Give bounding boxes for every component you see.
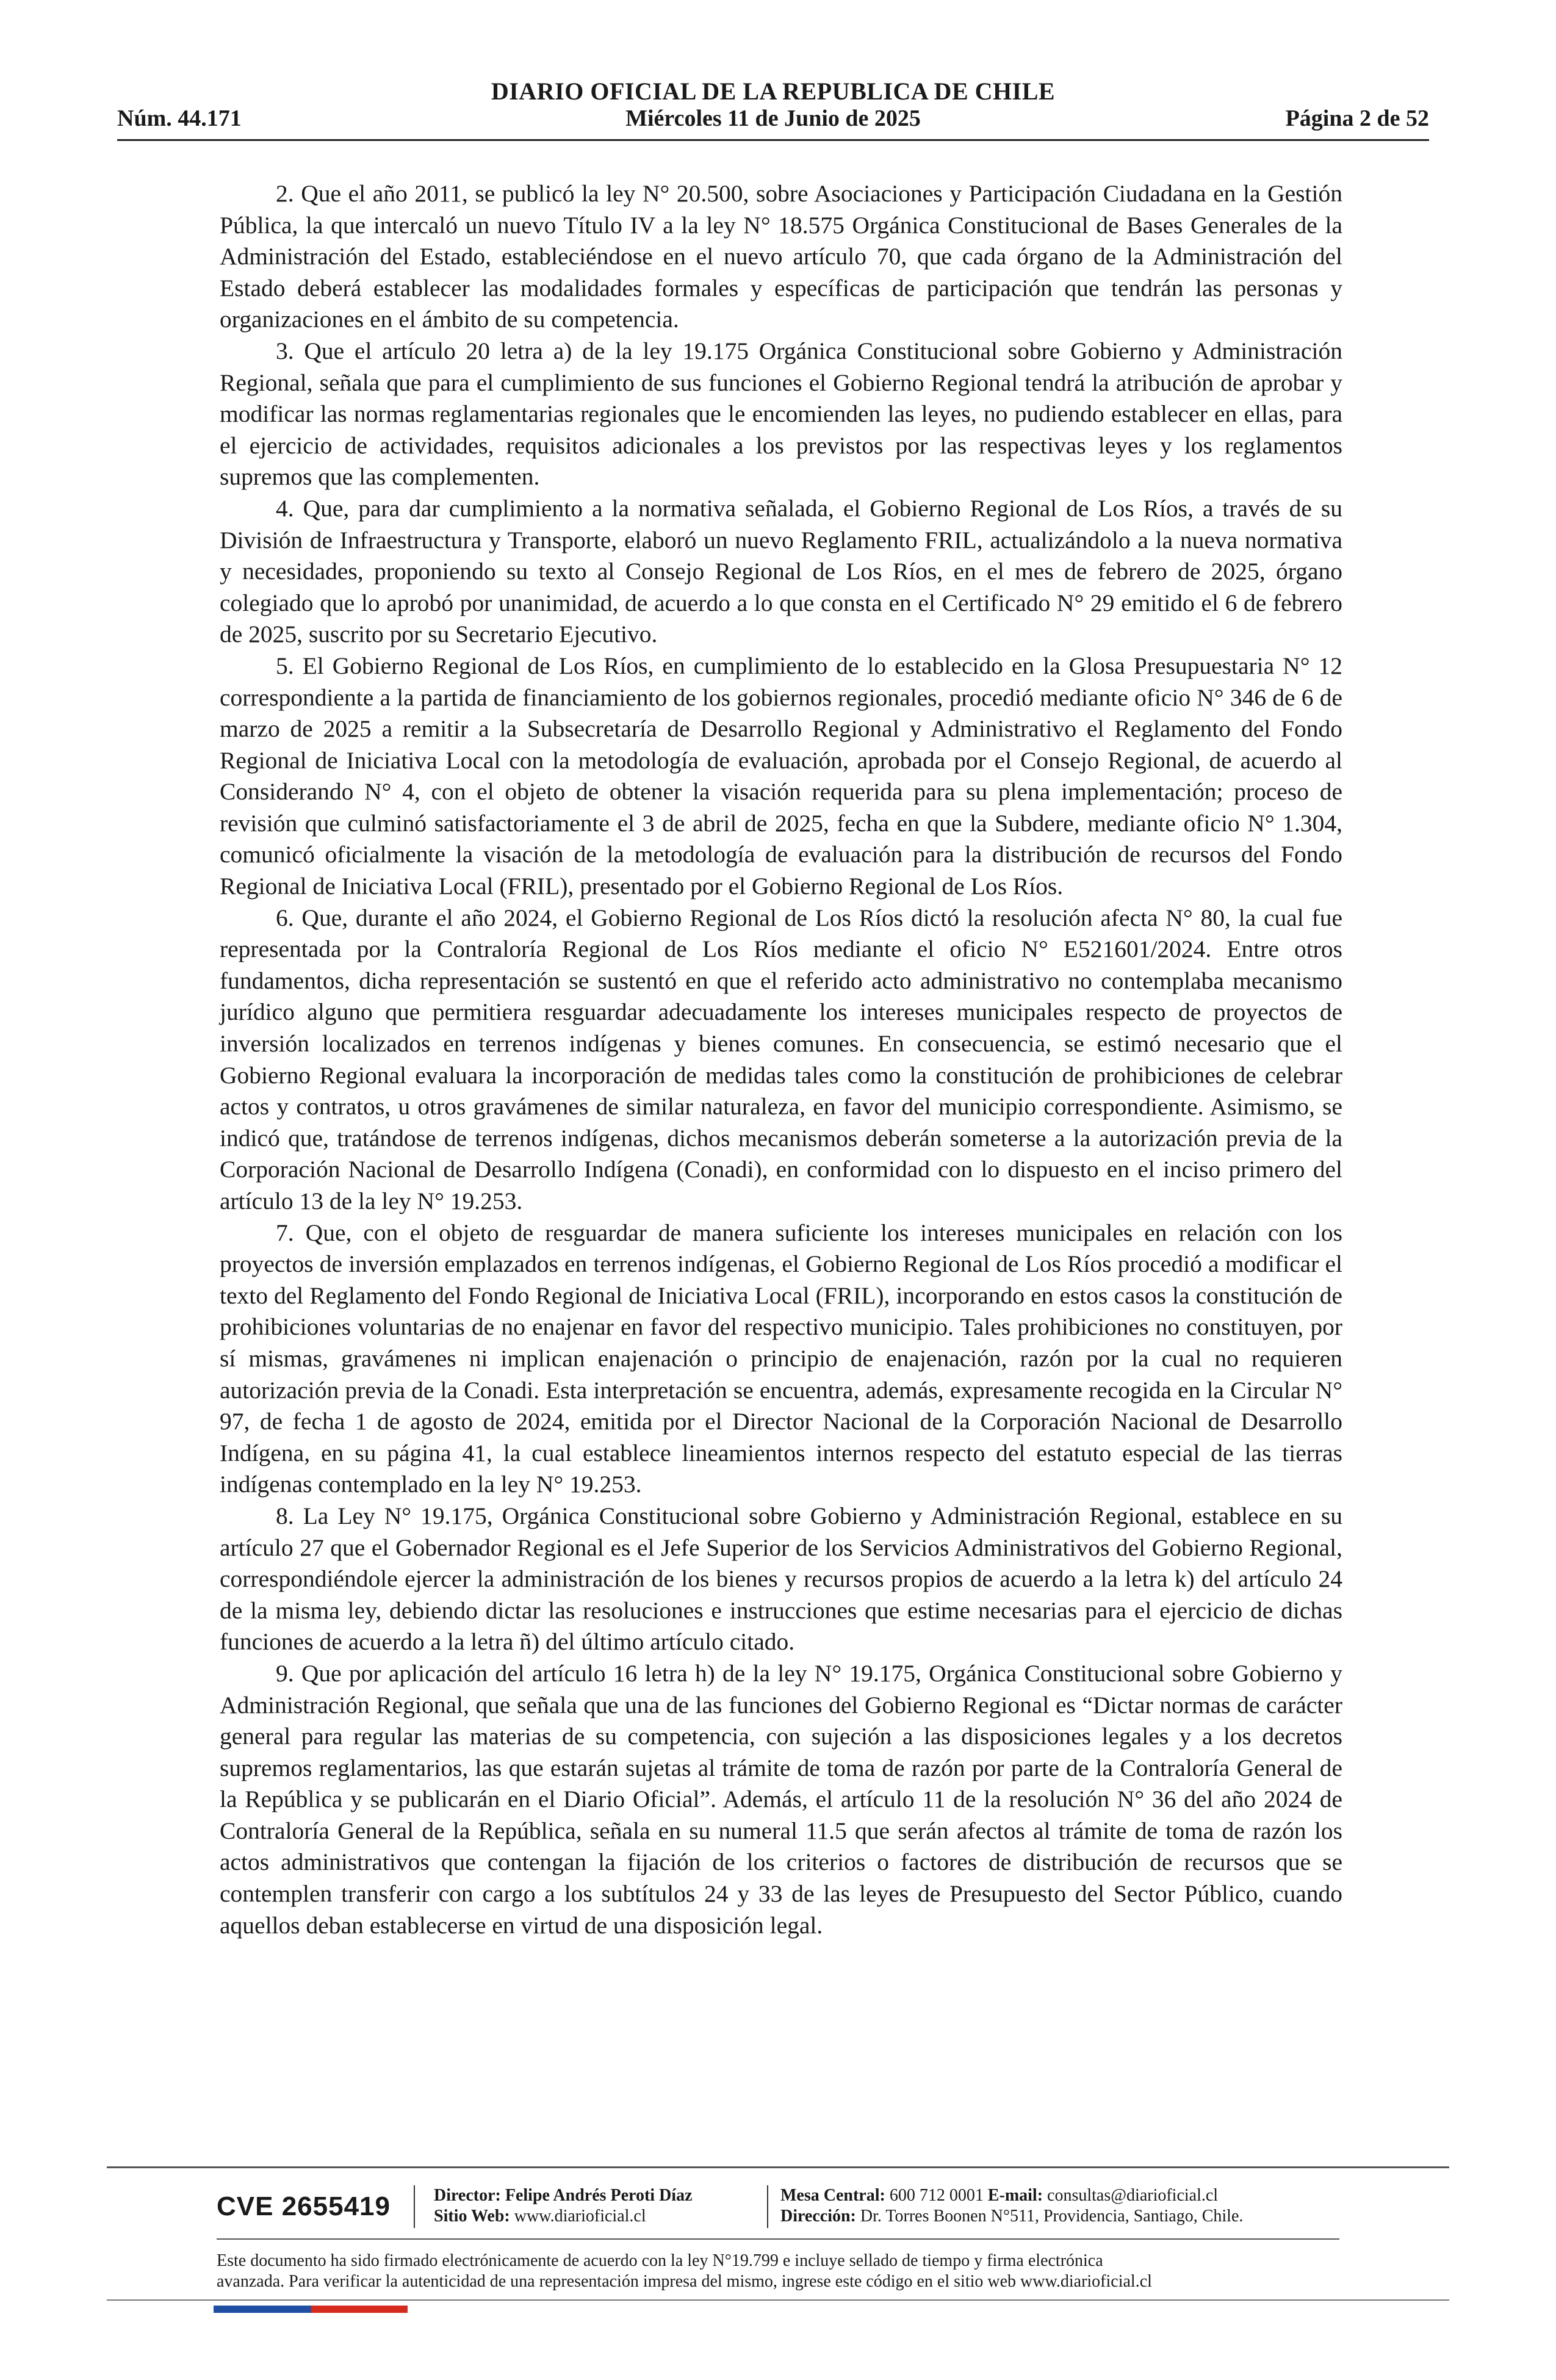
phone-number: 600 712 0001 xyxy=(889,2186,984,2205)
paragraph: 7. Que, con el objeto de resguardar de manera suficiente los intereses municipales en relación con los proyectos de inversión emplazados en terrenos indígenas, el Gobierno Regional de Los Ríos procedió a modificar el texto del Reglamento del Fondo Regional de Iniciativa Local (FRIL), incorporando en estos casos la constitución de prohibiciones voluntarias de no enajenar en favor del respectivo municipio. Tales prohibiciones no constituyen, por sí mismas, gravámenes ni implican enajenación o principio de enajenación, razón por la cual no requieren autorización previa de la Conadi. Esta interpretación se encuentra, además, expresamente recogida en la Circular N° 97, de fecha 1 de agosto de 2024, emitida por el Director Nacional de la Corporación Nacional de Desarrollo Indígena, en su página 41, la cual establece lineamientos internos respecto del estatuto especial de las tierras indígenas contemplado en la ley N° 19.253. xyxy=(220,1219,1342,1498)
issue-date: Miércoles 11 de Junio de 2025 xyxy=(625,106,921,131)
footer-inner-divider xyxy=(217,2238,1339,2240)
cve-code: CVE 2655419 xyxy=(217,2191,391,2221)
flag-red-segment xyxy=(311,2306,408,2313)
legal-notice xyxy=(217,2251,1376,2292)
footer-director-block xyxy=(434,2185,693,2227)
page-number: Página 2 de 52 xyxy=(1285,106,1429,131)
paragraph: 5. El Gobierno Regional de Los Ríos, en cumplimiento de lo establecido en la Glosa Presupuestaria N° 12 correspondiente a la partida de financiamiento de los gobiernos regionales, procedió mediante oficio N° 346 de 6 de marzo de 2025 a remitir a la Subsecretaría de Desarrollo Regional y Administrativo el Reglamento del Fondo Regional de Iniciativa Local con la metodología de evaluación, aprobada por el Consejo Regional, de acuerdo al Considerando N° 4, con el objeto de obtener la visación requerida para su plena implementación; proceso de revisión que culminó satisfactoriamente el 3 de abril de 2025, fecha en que la Subdere, mediante oficio N° 1.304, comunicó oficialmente la visación de la metodología de evaluación para la distribución de recursos del Fondo Regional de Iniciativa Local (FRIL), presentado por el Gobierno Regional de Los Ríos. xyxy=(220,652,1342,900)
newspaper-title: DIARIO OFICIAL DE LA REPUBLICA DE CHILE xyxy=(491,78,1056,105)
paragraph: 2. Que el año 2011, se publicó la ley N° 20.500, sobre Asociaciones y Participación Ciudadana en la Gestión Pública, la que intercaló un nuevo Título IV a la ley N° 18.575 Orgánica Constitucional de Bases Generales de la Administración del Estado, estableciéndose en el nuevo artículo 70, que cada órgano de la Administración del Estado deberá establecer las modalidades formales y específicas de participación que tendrán las personas y organizaciones en el ámbito de su competencia. xyxy=(220,180,1342,333)
paragraph: 6. Que, durante el año 2024, el Gobierno Regional de Los Ríos dictó la resolución afecta N° 80, la cual fue representada por la Contraloría Regional de Los Ríos mediante el oficio N° E521601/2024. Entre otros fundamentos, dicha representación se sustentó en que el referido acto administrativo no contemplaba mecanismo jurídico alguno que permitiera resguardar adecuadamente los intereses municipales respecto de proyectos de inversión localizados en terrenos indígenas y bienes comunes. En consecuencia, se estimó necesario que el Gobierno Regional evaluara la incorporación de medidas tales como la constitución de prohibiciones de celebrar actos y contratos, u otros gravámenes de similar naturaleza, en favor del municipio correspondiente. Asimismo, se indicó que, tratándose de terrenos indígenas, dichos mecanismos deberán someterse a la autorización previa de la Corporación Nacional de Desarrollo Indígena (Conadi), en conformidad con lo dispuesto en el inciso primero del artículo 13 de la ley N° 19.253. xyxy=(220,904,1342,1214)
page-footer xyxy=(217,2182,1358,2237)
paragraph: 9. Que por aplicación del artículo 16 letra h) de la ley N° 19.175, Orgánica Constitucional sobre Gobierno y Administración Regional, que señala que una de las funciones del Gobierno Regional es “Dictar normas de carácter general para regular las materias de su competencia, con sujeción a las disposiciones legales y a los decretos supremos reglamentarios, las que estarán sujetas al trámite de toma de razón por parte de la Contraloría General de la República y se publicarán en el Diario Oficial”. Además, el artículo 11 de la resolución N° 36 del año 2024 de Contraloría General de la República, señala en su numeral 11.5 que serán afectos al trámite de toma de razón los actos administrativos que contengan la fijación de los criterios o factores de distribución de recursos que se contemplen transferir con cargo a los subtítulos 24 y 33 de las leyes de Presupuesto del Sector Público, cuando aquellos deban establecerse en virtud de una disposición legal. xyxy=(220,1659,1342,1939)
email-link[interactable]: consultas@diarioficial.cl xyxy=(1047,2186,1219,2205)
paragraph: 4. Que, para dar cumplimiento a la normativa señalada, el Gobierno Regional de Los Ríos, a través de su División de Infraestructura y Transporte, elaboró un nuevo Reglamento FRIL, actualizándolo a la nueva normativa y necesidades, proponiendo su texto al Consejo Regional de Los Ríos, en el mes de febrero de 2025, órgano colegiado que lo aprobó por unanimidad, de acuerdo a lo que consta en el Certificado N° 29 emitido el 6 de febrero de 2025, suscrito por su Secretario Ejecutivo. xyxy=(220,494,1342,648)
flag-stripe xyxy=(214,2306,408,2313)
flag-blue-segment xyxy=(214,2306,311,2313)
document-body xyxy=(220,178,1342,1941)
footer-contact-block xyxy=(780,2185,1243,2227)
address: Dr. Torres Boonen N°511, Providencia, Santiago, Chile. xyxy=(860,2207,1244,2226)
footer-divider xyxy=(107,2166,1449,2168)
address-label: Dirección: xyxy=(780,2207,856,2226)
director-name: Felipe Andrés Peroti Díaz xyxy=(505,2186,693,2205)
paragraph: 8. La Ley N° 19.175, Orgánica Constitucional sobre Gobierno y Administración Regional, establece en su artículo 27 que el Gobernador Regional es el Jefe Superior de los Servicios Administrativos del Gobierno Regional, correspondiéndole ejercer la administración de los bienes y recursos propios de acuerdo a la letra k) del artículo 24 de la misma ley, debiendo dictar las resoluciones e instrucciones que estime necesarias para el ejercicio de dichas funciones de acuerdo a la letra ñ) del último artículo citado. xyxy=(220,1502,1342,1656)
email-label: E-mail: xyxy=(987,2186,1043,2205)
legal-line: Este documento ha sido firmado electrónicamente de acuerdo con la ley N°19.799 e incluye sellado de tiempo y firma electrónica xyxy=(217,2251,1103,2270)
paragraph: 3. Que el artículo 20 letra a) de la ley 19.175 Orgánica Constitucional sobre Gobierno y Administración Regional, señala que para el cumplimiento de sus funciones el Gobierno Regional tendrá la atribución de aprobar y modificar las normas reglamentarias regionales que le encomienden las leyes, no pudiendo establecer en ellas, para el ejercicio de actividades, requisitos adicionales a los previstos por las respectivas leyes y los reglamentos supremos que las complementen. xyxy=(220,337,1342,491)
header-divider xyxy=(117,139,1429,141)
issue-number: Núm. 44.171 xyxy=(117,106,242,131)
site-link[interactable]: www.diarioficial.cl xyxy=(514,2207,646,2226)
legal-line: avanzada. Para verificar la autenticidad de una representación impresa del mismo, ingrese este código en el sitio web www.diarioficial.cl xyxy=(217,2272,1152,2291)
page-header xyxy=(117,73,1429,140)
footer-separator xyxy=(414,2185,415,2228)
director-label: Director: xyxy=(434,2186,501,2205)
phone-label: Mesa Central: xyxy=(780,2186,885,2205)
footer-separator xyxy=(767,2185,768,2228)
bottom-divider xyxy=(107,2299,1449,2301)
site-label: Sitio Web: xyxy=(434,2207,510,2226)
